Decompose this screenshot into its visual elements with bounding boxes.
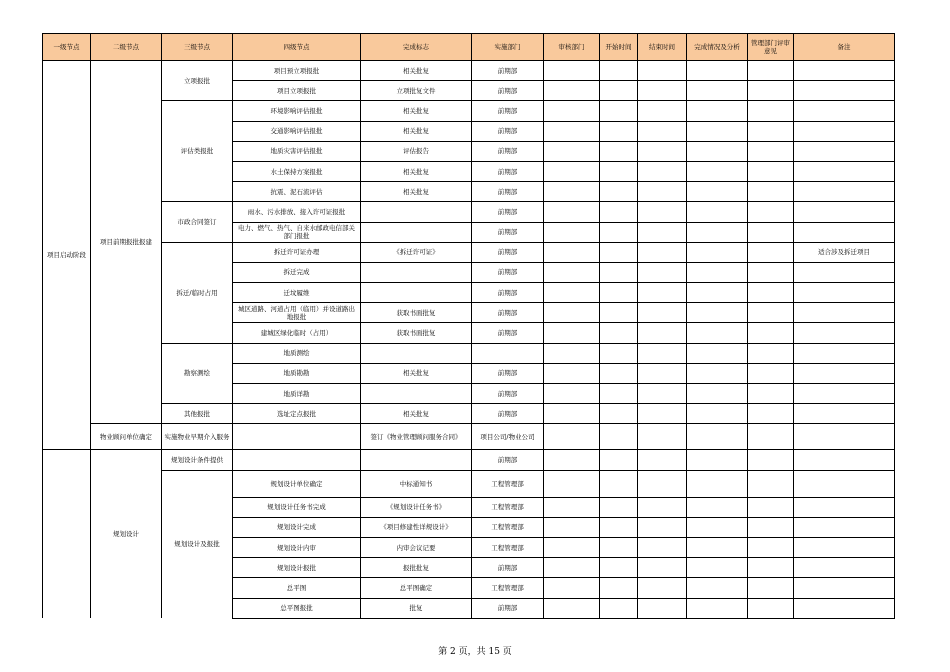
completion-mark-cell: 相关批复 bbox=[361, 121, 472, 141]
note-cell bbox=[794, 323, 895, 343]
analysis-cell bbox=[687, 323, 748, 343]
start-time-cell bbox=[600, 61, 638, 81]
start-time-cell bbox=[600, 141, 638, 161]
completion-mark-cell: 《规划设计任务书》 bbox=[361, 497, 472, 517]
end-time-cell bbox=[638, 497, 687, 517]
department-cell: 前期部 bbox=[472, 558, 544, 578]
review-opinion-cell bbox=[748, 598, 794, 618]
end-time-cell bbox=[638, 363, 687, 383]
review-opinion-cell bbox=[748, 283, 794, 303]
analysis-cell bbox=[687, 517, 748, 537]
level3-cell: 立项报批 bbox=[162, 61, 233, 101]
note-cell bbox=[794, 384, 895, 404]
level4-cell: 拆迁许可证办理 bbox=[233, 242, 361, 262]
review-dept-cell bbox=[544, 598, 600, 618]
note-cell bbox=[794, 182, 895, 202]
review-opinion-cell bbox=[748, 578, 794, 598]
end-time-cell bbox=[638, 141, 687, 161]
level4-cell: 抗震、泥石流评估 bbox=[233, 182, 361, 202]
header-cell: 结束时间 bbox=[638, 34, 687, 61]
note-cell bbox=[794, 262, 895, 282]
end-time-cell bbox=[638, 202, 687, 222]
table-row bbox=[43, 101, 895, 121]
completion-mark-cell bbox=[361, 262, 472, 282]
note-cell bbox=[794, 121, 895, 141]
review-dept-cell bbox=[544, 202, 600, 222]
review-opinion-cell bbox=[748, 121, 794, 141]
end-time-cell bbox=[638, 262, 687, 282]
end-time-cell bbox=[638, 598, 687, 618]
analysis-cell bbox=[687, 283, 748, 303]
note-cell bbox=[794, 343, 895, 363]
analysis-cell bbox=[687, 384, 748, 404]
review-dept-cell bbox=[544, 497, 600, 517]
level4-cell: 建城区绿化临时（占用） bbox=[233, 323, 361, 343]
analysis-cell bbox=[687, 598, 748, 618]
note-cell bbox=[794, 61, 895, 81]
review-opinion-cell bbox=[748, 450, 794, 470]
department-cell: 前期部 bbox=[472, 61, 544, 81]
review-dept-cell bbox=[544, 303, 600, 323]
note-cell bbox=[794, 141, 895, 161]
review-dept-cell bbox=[544, 343, 600, 363]
note-cell bbox=[794, 303, 895, 323]
department-cell: 前期部 bbox=[472, 323, 544, 343]
level2-cell: 物业顾问单位确定 bbox=[91, 424, 162, 450]
analysis-cell bbox=[687, 537, 748, 557]
review-opinion-cell bbox=[748, 384, 794, 404]
completion-mark-cell bbox=[361, 202, 472, 222]
department-cell: 前期部 bbox=[472, 363, 544, 383]
start-time-cell bbox=[600, 578, 638, 598]
level3-cell: 评估类报批 bbox=[162, 101, 233, 202]
level4-cell: 环境影响评估报批 bbox=[233, 101, 361, 121]
completion-mark-cell: 相关批复 bbox=[361, 161, 472, 181]
start-time-cell bbox=[600, 323, 638, 343]
review-opinion-cell bbox=[748, 424, 794, 450]
level4-cell: 拆迁完成 bbox=[233, 262, 361, 282]
level2-cell: 规划设计 bbox=[91, 450, 162, 618]
table-row bbox=[43, 242, 895, 262]
review-dept-cell bbox=[544, 283, 600, 303]
department-cell: 前期部 bbox=[472, 303, 544, 323]
completion-mark-cell: 报批批复 bbox=[361, 558, 472, 578]
review-opinion-cell bbox=[748, 182, 794, 202]
header-cell: 三级节点 bbox=[162, 34, 233, 61]
review-opinion-cell bbox=[748, 363, 794, 383]
completion-mark-cell: 立项批复文件 bbox=[361, 81, 472, 101]
department-cell: 工程管理部 bbox=[472, 470, 544, 497]
level4-cell: 项目预立项报批 bbox=[233, 61, 361, 81]
note-cell bbox=[794, 283, 895, 303]
review-dept-cell bbox=[544, 363, 600, 383]
review-opinion-cell bbox=[748, 101, 794, 121]
level4-cell: 地质测绘 bbox=[233, 343, 361, 363]
review-dept-cell bbox=[544, 182, 600, 202]
completion-mark-cell: 评估报告 bbox=[361, 141, 472, 161]
review-dept-cell bbox=[544, 404, 600, 424]
completion-mark-cell: 中标通知书 bbox=[361, 470, 472, 497]
end-time-cell bbox=[638, 161, 687, 181]
end-time-cell bbox=[638, 323, 687, 343]
end-time-cell bbox=[638, 343, 687, 363]
note-cell bbox=[794, 222, 895, 242]
department-cell: 前期部 bbox=[472, 182, 544, 202]
department-cell: 工程管理部 bbox=[472, 497, 544, 517]
analysis-cell bbox=[687, 182, 748, 202]
review-opinion-cell bbox=[748, 262, 794, 282]
note-cell bbox=[794, 537, 895, 557]
review-dept-cell bbox=[544, 424, 600, 450]
note-cell bbox=[794, 578, 895, 598]
analysis-cell bbox=[687, 101, 748, 121]
end-time-cell bbox=[638, 121, 687, 141]
department-cell: 前期部 bbox=[472, 384, 544, 404]
start-time-cell bbox=[600, 283, 638, 303]
level3-cell: 勘察测绘 bbox=[162, 343, 233, 404]
note-cell bbox=[794, 497, 895, 517]
note-cell bbox=[794, 450, 895, 470]
review-opinion-cell bbox=[748, 81, 794, 101]
department-cell: 前期部 bbox=[472, 81, 544, 101]
analysis-cell bbox=[687, 81, 748, 101]
review-dept-cell bbox=[544, 578, 600, 598]
note-cell bbox=[794, 598, 895, 618]
department-cell: 工程管理部 bbox=[472, 578, 544, 598]
end-time-cell bbox=[638, 242, 687, 262]
header-cell: 审核部门 bbox=[544, 34, 600, 61]
note-cell bbox=[794, 202, 895, 222]
department-cell: 前期部 bbox=[472, 202, 544, 222]
review-opinion-cell bbox=[748, 222, 794, 242]
review-opinion-cell bbox=[748, 161, 794, 181]
review-dept-cell bbox=[544, 141, 600, 161]
review-dept-cell bbox=[544, 323, 600, 343]
level4-cell: 迁坟履维 bbox=[233, 283, 361, 303]
level4-cell: 电力、燃气、热气、自来水邮政电信部关部门报批 bbox=[233, 222, 361, 242]
completion-mark-cell bbox=[361, 222, 472, 242]
level4-cell: 总平图 bbox=[233, 578, 361, 598]
table-row bbox=[43, 404, 895, 424]
end-time-cell bbox=[638, 470, 687, 497]
level4-cell: 城区道路、河道占用（临用）并设道路出地报批 bbox=[233, 303, 361, 323]
end-time-cell bbox=[638, 61, 687, 81]
completion-mark-cell: 签订《物业管理顾问服务合同》 bbox=[361, 424, 472, 450]
analysis-cell bbox=[687, 558, 748, 578]
analysis-cell bbox=[687, 450, 748, 470]
department-cell: 前期部 bbox=[472, 101, 544, 121]
completion-mark-cell bbox=[361, 283, 472, 303]
completion-mark-cell: 相关批复 bbox=[361, 101, 472, 121]
analysis-cell bbox=[687, 404, 748, 424]
level4-cell: 规划设计单位确定 bbox=[233, 470, 361, 497]
start-time-cell bbox=[600, 222, 638, 242]
analysis-cell bbox=[687, 202, 748, 222]
analysis-cell bbox=[687, 121, 748, 141]
level4-cell: 雨水、污水排放、接入许可证报批 bbox=[233, 202, 361, 222]
end-time-cell bbox=[638, 537, 687, 557]
end-time-cell bbox=[638, 424, 687, 450]
start-time-cell bbox=[600, 81, 638, 101]
note-cell bbox=[794, 101, 895, 121]
review-dept-cell bbox=[544, 101, 600, 121]
review-dept-cell bbox=[544, 242, 600, 262]
level3-cell: 市政合同签订 bbox=[162, 202, 233, 242]
review-dept-cell bbox=[544, 517, 600, 537]
header-cell: 开始时间 bbox=[600, 34, 638, 61]
review-opinion-cell bbox=[748, 303, 794, 323]
department-cell: 前期部 bbox=[472, 222, 544, 242]
level4-cell: 规划设计内审 bbox=[233, 537, 361, 557]
completion-mark-cell: 总平图确定 bbox=[361, 578, 472, 598]
note-cell bbox=[794, 517, 895, 537]
completion-mark-cell: 相关批复 bbox=[361, 404, 472, 424]
completion-mark-cell bbox=[361, 343, 472, 363]
completion-mark-cell: 批复 bbox=[361, 598, 472, 618]
note-cell: 适合涉及拆迁项目 bbox=[794, 242, 895, 262]
completion-mark-cell: 获取书面批复 bbox=[361, 303, 472, 323]
schedule-table bbox=[42, 33, 895, 619]
start-time-cell bbox=[600, 121, 638, 141]
end-time-cell bbox=[638, 303, 687, 323]
completion-mark-cell: 相关批复 bbox=[361, 182, 472, 202]
completion-mark-cell: 获取书面批复 bbox=[361, 323, 472, 343]
table-body bbox=[43, 61, 895, 619]
department-cell: 前期部 bbox=[472, 283, 544, 303]
end-time-cell bbox=[638, 81, 687, 101]
level3-cell: 规划设计条件提供 bbox=[162, 450, 233, 470]
start-time-cell bbox=[600, 161, 638, 181]
level4-cell: 总平图报批 bbox=[233, 598, 361, 618]
completion-mark-cell: 《项目修建性详规设计》 bbox=[361, 517, 472, 537]
review-dept-cell bbox=[544, 262, 600, 282]
end-time-cell bbox=[638, 578, 687, 598]
department-cell bbox=[472, 343, 544, 363]
start-time-cell bbox=[600, 384, 638, 404]
header-cell: 实施部门 bbox=[472, 34, 544, 61]
start-time-cell bbox=[600, 303, 638, 323]
start-time-cell bbox=[600, 558, 638, 578]
level4-cell: 项目立项报批 bbox=[233, 81, 361, 101]
level4-cell bbox=[233, 450, 361, 470]
review-opinion-cell bbox=[748, 537, 794, 557]
review-dept-cell bbox=[544, 121, 600, 141]
header-cell: 一级节点 bbox=[43, 34, 91, 61]
end-time-cell bbox=[638, 404, 687, 424]
review-opinion-cell bbox=[748, 323, 794, 343]
completion-mark-cell: 内审会议记要 bbox=[361, 537, 472, 557]
analysis-cell bbox=[687, 497, 748, 517]
start-time-cell bbox=[600, 202, 638, 222]
end-time-cell bbox=[638, 384, 687, 404]
department-cell: 项目公司/物业公司 bbox=[472, 424, 544, 450]
start-time-cell bbox=[600, 262, 638, 282]
level2-cell: 项目前期报批报建 bbox=[91, 61, 162, 424]
start-time-cell bbox=[600, 363, 638, 383]
review-dept-cell bbox=[544, 222, 600, 242]
department-cell: 前期部 bbox=[472, 450, 544, 470]
analysis-cell bbox=[687, 424, 748, 450]
note-cell bbox=[794, 404, 895, 424]
completion-mark-cell: 相关批复 bbox=[361, 363, 472, 383]
table-row bbox=[43, 202, 895, 222]
department-cell: 工程管理部 bbox=[472, 517, 544, 537]
table-row bbox=[43, 424, 895, 450]
level4-cell: 规划设计完成 bbox=[233, 517, 361, 537]
analysis-cell bbox=[687, 222, 748, 242]
review-opinion-cell bbox=[748, 141, 794, 161]
review-dept-cell bbox=[544, 558, 600, 578]
header-cell: 管理部门评审意见 bbox=[748, 34, 794, 61]
department-cell: 前期部 bbox=[472, 121, 544, 141]
analysis-cell bbox=[687, 363, 748, 383]
analysis-cell bbox=[687, 61, 748, 81]
level4-cell: 规划设计报批 bbox=[233, 558, 361, 578]
start-time-cell bbox=[600, 404, 638, 424]
analysis-cell bbox=[687, 470, 748, 497]
department-cell: 前期部 bbox=[472, 242, 544, 262]
table-row bbox=[43, 343, 895, 363]
start-time-cell bbox=[600, 182, 638, 202]
level3-cell: 其他报批 bbox=[162, 404, 233, 424]
end-time-cell bbox=[638, 558, 687, 578]
start-time-cell bbox=[600, 101, 638, 121]
department-cell: 前期部 bbox=[472, 262, 544, 282]
completion-mark-cell: 相关批复 bbox=[361, 61, 472, 81]
level4-cell: 规划设计任务书完成 bbox=[233, 497, 361, 517]
analysis-cell bbox=[687, 242, 748, 262]
analysis-cell bbox=[687, 141, 748, 161]
level1-cell bbox=[43, 450, 91, 618]
start-time-cell bbox=[600, 497, 638, 517]
level3-cell: 拆迁/临时占用 bbox=[162, 242, 233, 343]
analysis-cell bbox=[687, 161, 748, 181]
analysis-cell bbox=[687, 578, 748, 598]
end-time-cell bbox=[638, 101, 687, 121]
level4-cell: 交通影响评估报批 bbox=[233, 121, 361, 141]
start-time-cell bbox=[600, 517, 638, 537]
department-cell: 工程管理部 bbox=[472, 537, 544, 557]
department-cell: 前期部 bbox=[472, 161, 544, 181]
header-cell: 完成标志 bbox=[361, 34, 472, 61]
header-row bbox=[43, 34, 895, 61]
header-cell: 二级节点 bbox=[91, 34, 162, 61]
end-time-cell bbox=[638, 283, 687, 303]
header-cell: 备注 bbox=[794, 34, 895, 61]
page-footer: 第 2 页，共 15 页 bbox=[438, 647, 512, 657]
department-cell: 前期部 bbox=[472, 598, 544, 618]
end-time-cell bbox=[638, 222, 687, 242]
start-time-cell bbox=[600, 242, 638, 262]
table-row bbox=[43, 450, 895, 470]
start-time-cell bbox=[600, 424, 638, 450]
review-dept-cell bbox=[544, 161, 600, 181]
department-cell: 前期部 bbox=[472, 404, 544, 424]
review-opinion-cell bbox=[748, 497, 794, 517]
start-time-cell bbox=[600, 470, 638, 497]
review-opinion-cell bbox=[748, 404, 794, 424]
completion-mark-cell bbox=[361, 450, 472, 470]
level4-cell: 选址定点报批 bbox=[233, 404, 361, 424]
review-opinion-cell bbox=[748, 517, 794, 537]
end-time-cell bbox=[638, 182, 687, 202]
start-time-cell bbox=[600, 450, 638, 470]
review-opinion-cell bbox=[748, 61, 794, 81]
start-time-cell bbox=[600, 343, 638, 363]
level3-cell: 规划设计及报批 bbox=[162, 470, 233, 618]
review-opinion-cell bbox=[748, 558, 794, 578]
review-opinion-cell bbox=[748, 202, 794, 222]
note-cell bbox=[794, 558, 895, 578]
note-cell bbox=[794, 424, 895, 450]
header-cell: 四级节点 bbox=[233, 34, 361, 61]
review-opinion-cell bbox=[748, 242, 794, 262]
review-opinion-cell bbox=[748, 343, 794, 363]
level4-cell: 地质灾害评估报批 bbox=[233, 141, 361, 161]
analysis-cell bbox=[687, 303, 748, 323]
end-time-cell bbox=[638, 517, 687, 537]
level3-cell: 实施物业早期介入服务 bbox=[162, 424, 233, 450]
start-time-cell bbox=[600, 537, 638, 557]
completion-mark-cell bbox=[361, 384, 472, 404]
table-row bbox=[43, 61, 895, 81]
analysis-cell bbox=[687, 343, 748, 363]
department-cell: 前期部 bbox=[472, 141, 544, 161]
review-dept-cell bbox=[544, 384, 600, 404]
level4-cell: 水土保持方案报批 bbox=[233, 161, 361, 181]
level4-cell bbox=[233, 424, 361, 450]
level4-cell: 地质详勘 bbox=[233, 384, 361, 404]
level4-cell: 地质勘勘 bbox=[233, 363, 361, 383]
review-dept-cell bbox=[544, 537, 600, 557]
analysis-cell bbox=[687, 262, 748, 282]
end-time-cell bbox=[638, 450, 687, 470]
review-opinion-cell bbox=[748, 470, 794, 497]
completion-mark-cell: 《拆迁许可证》 bbox=[361, 242, 472, 262]
level1-cell: 项目启动阶段 bbox=[43, 61, 91, 450]
review-dept-cell bbox=[544, 450, 600, 470]
table-row bbox=[43, 470, 895, 497]
note-cell bbox=[794, 470, 895, 497]
note-cell bbox=[794, 81, 895, 101]
header-cell: 完成情况及分析 bbox=[687, 34, 748, 61]
note-cell bbox=[794, 363, 895, 383]
review-dept-cell bbox=[544, 470, 600, 497]
start-time-cell bbox=[600, 598, 638, 618]
review-dept-cell bbox=[544, 61, 600, 81]
review-dept-cell bbox=[544, 81, 600, 101]
note-cell bbox=[794, 161, 895, 181]
